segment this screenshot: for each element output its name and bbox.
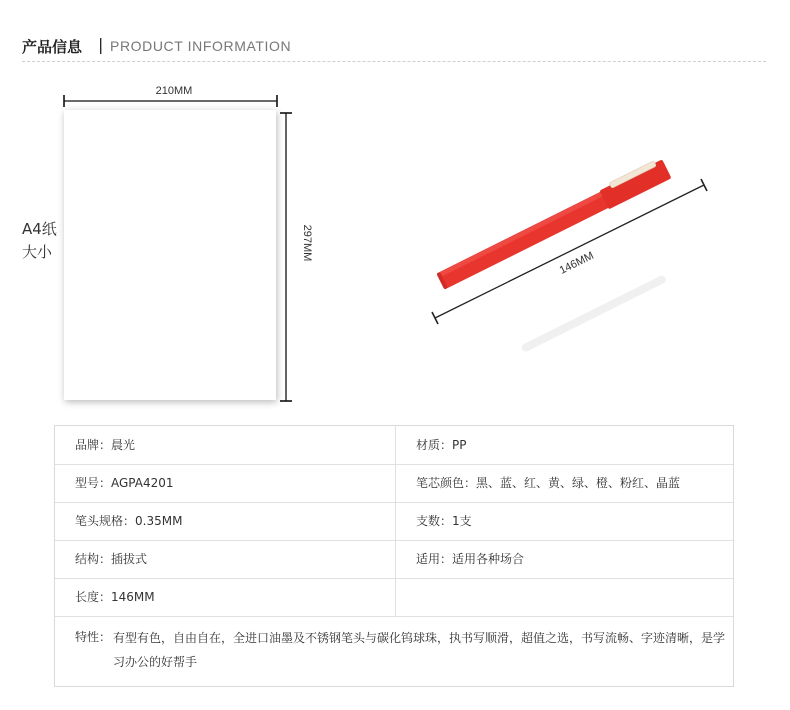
spec-usage: 适用：适用各种场合: [395, 540, 733, 578]
paper-width-label: 210MM: [155, 85, 193, 97]
paper-size-label-text: A4纸 大小: [22, 220, 57, 261]
spec-row: [55, 426, 733, 465]
feature-text: 有型有色，自由自在，全进口油墨及不锈钢笔头与碳化钨球珠，执书写顺滑，超值之选，书写流畅、字迹清晰，是学习办公的好帮手: [113, 631, 726, 669]
pen-length-dimension-line: [432, 179, 707, 324]
spec-ink-colors: 笔芯颜色：黑、蓝、红、黄、绿、橙、粉红、晶蓝: [395, 464, 733, 502]
title-separator: |: [98, 35, 104, 54]
spec-brand: 品牌：晨光: [75, 438, 136, 452]
spec-row: [55, 502, 733, 541]
height-dimension-line: [280, 113, 292, 401]
spec-tip-size: 笔头规格：0.35MM: [75, 514, 183, 528]
spec-length: 长度：146MM: [75, 590, 155, 604]
spec-quantity: 支数：1支: [395, 502, 733, 540]
spec-table: [54, 425, 734, 687]
pen-length-label: 146MM: [557, 249, 596, 277]
spec-row: [55, 464, 733, 503]
feature-label: 特性：: [75, 630, 112, 644]
paper-height-label: 297MM: [301, 224, 313, 262]
spec-material: 材质：PP: [395, 426, 733, 464]
spec-features: [55, 616, 733, 686]
spec-structure: 结构：插拔式: [75, 552, 148, 566]
pen-shadow: [520, 274, 667, 353]
spec-empty-cell: [395, 578, 733, 616]
spec-model: 型号：AGPA4201: [75, 476, 174, 490]
section-title-cn: 产品信息: [22, 38, 83, 56]
section-title-en: PRODUCT INFORMATION: [110, 38, 292, 54]
spec-row: [55, 578, 733, 617]
spec-row: [55, 540, 733, 579]
